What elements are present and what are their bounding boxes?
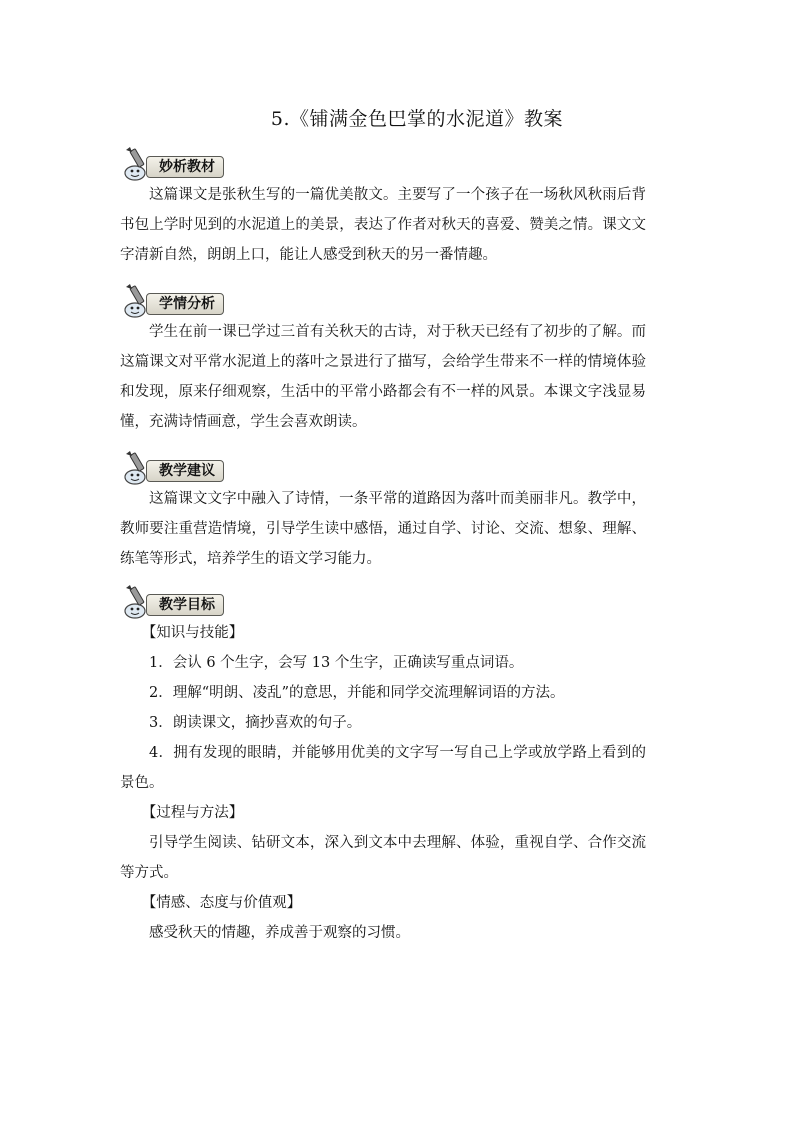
section-teaching-objectives: [120, 584, 646, 948]
section-heading: [120, 584, 646, 618]
list-item: 4．拥有发现的眼睛，并能够用优美的文字写一写自己上学或放学路上看到的景色。: [120, 745, 646, 791]
section-material-analysis: [120, 146, 646, 270]
section-badge: 学情分析: [146, 293, 224, 315]
paragraph: 这篇课文文字中融入了诗情，一条平常的道路因为落叶而美丽非凡。教学中，教师要注重营造情境，引导学生读中感悟，通过自学、讨论、交流、想象、理解、练笔等形式，培养学生的语文学习能力。: [120, 491, 646, 567]
list-item: 2．理解“明朗、凌乱”的意思，并能和同学交流理解词语的方法。: [149, 685, 565, 701]
section-heading: [120, 283, 646, 317]
paragraph: 学生在前一课已学过三首有关秋天的古诗，对于秋天已经有了初步的了解。而这篇课文对平常水泥道上的落叶之景进行了描写，会给学生带来不一样的情境体验和发现，原来仔细观察，生活中的平常小路都会有不一样的风景。本课文字浅显易懂，充满诗情画意，学生会喜欢朗读。: [120, 324, 646, 430]
section-teaching-suggestions: [120, 450, 646, 574]
section-student-analysis: [120, 283, 646, 437]
subheading-emotion: 【情感、态度与价值观】: [141, 895, 302, 911]
section-heading: [120, 146, 646, 180]
subheading-knowledge: 【知识与技能】: [141, 625, 244, 641]
section-heading: [120, 450, 646, 484]
section-badge: 教学建议: [146, 460, 224, 482]
paragraph: 感受秋天的情趣，养成善于观察的习惯。: [149, 925, 410, 941]
paragraph: 引导学生阅读、钻研文本，深入到文本中去理解、体验，重视自学、合作交流等方式。: [120, 835, 646, 881]
section-badge: 教学目标: [146, 594, 224, 616]
list-item: 3．朗读课文，摘抄喜欢的句子。: [149, 715, 362, 731]
subheading-process: 【过程与方法】: [141, 805, 244, 821]
list-item: 1．会认 6 个生字，会写 13 个生字，正确读写重点词语。: [149, 655, 524, 671]
section-badge: 妙析教材: [146, 156, 224, 178]
page-title: 5.《铺满金色巴掌的水泥道》教案: [270, 108, 564, 130]
paragraph: 这篇课文是张秋生写的一篇优美散文。主要写了一个孩子在一场秋风秋雨后背书包上学时见到的水泥道上的美景，表达了作者对秋天的喜爱、赞美之情。课文文字清新自然，朗朗上口，能让人感受到秋天的另一番情趣。: [120, 187, 646, 263]
